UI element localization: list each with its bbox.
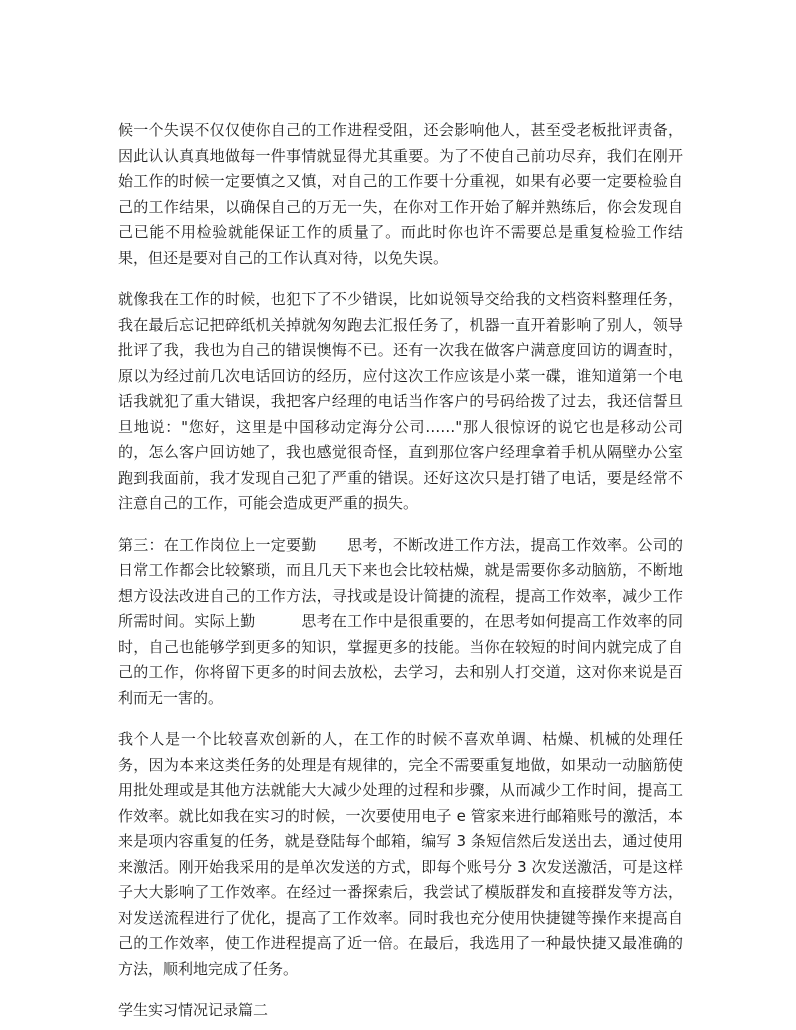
paragraph-2: 就像我在工作的时候，也犯下了不少错误，比如说领导交给我的文档资料整理任务，我在最后忘记把碎纸机关掉就匆匆跑去汇报任务了，机器一直开着影响了别人，领导批评了我，我也为自己的错误懊悔不已。还有一次我在做客户满意度回访的调查时，原以为经过前几次电话回访的经历，应付这次工作应该是小菜一碟，谁知道第一个电话我就犯了重大错误，我把客户经理的电话当作客户的号码给拨了过去，我还信誓旦旦地说："您好，这里是中国移动定海分公司……"那人很惊讶的说它也是移动公司的，怎么客户回访她了，我也感觉很奇怪，直到那位客户经理拿着手机从隔壁办公室跑到我面前，我才发现自己犯了严重的错误。还好这次只是打错了电话，要是经常不注意自己的工作，可能会造成更严重的损失。: [118, 290, 683, 512]
section-heading: 学生实习情况记录篇二: [118, 1001, 269, 1019]
paragraph-3: 第三：在工作岗位上一定要勤 思考，不断改进工作方法，提高工作效率。公司的日常工作都会比较繁琐，而且几天下来也会比较枯燥，就是需要你多动脑筋，不断地想方设法改进自己的工作方法，寻找或是设计简捷的流程，提高工作效率，减少工作所需时间。实际上勤 思考在工作中是很重要的，在思考如何提高工作效率的同时，自己也能够学到更多的知识，掌握更多的技能。当你在较短的时间内就完成了自己的工作，你将留下更多的时间去放松，去学习，去和别人打交道，这对你来说是百利而无一害的。: [118, 535, 683, 707]
paragraph-4: 我个人是一个比较喜欢创新的人，在工作的时候不喜欢单调、枯燥、机械的处理任务，因为本来这类任务的处理是有规律的，完全不需要重复地做，如果动一动脑筋使用批处理或是其他方法就能大大减少处理的过程和步骤，从而减少工作时间，提高工作效率。就比如我在实习的时候，一次要使用电子 e 管家来进行邮箱账号的激活，本来是项内容重复的任务，就是登陆每个邮箱，编写 3 条短信然后发送出去，通过使用来激活。刚开始我采用的是单次发送的方式，即每个账号分 3 次发送激活，可是这样子大大影响了工作效率。在经过一番探索后，我尝试了模版群发和直接群发等方法，对发送流程进行了优化，提高了工作效率。同时我也充分使用快捷键等操作来提高自己的工作效率，使工作进程提高了近一倍。在最后，我选用了一种最快捷又最准确的方法，顺利地完成了任务。: [118, 730, 683, 978]
paragraph-1: 候一个失误不仅仅使你自己的工作进程受阻，还会影响他人，甚至受老板批评责备，因此认认真真地做每一件事情就显得尤其重要。为了不使自己前功尽弃，我们在刚开始工作的时候一定要慎之又慎，对自己的工作要十分重视，如果有必要一定要检验自己的工作结果，以确保自己的万无一失，在你对工作开始了解并熟练后，你会发现自己已能不用检验就能保证工作的质量了。而此时你也许不需要总是重复检验工作结果，但还是要对自己的工作认真对待，以免失误。: [118, 121, 683, 267]
document-page: [118, 118, 683, 1024]
